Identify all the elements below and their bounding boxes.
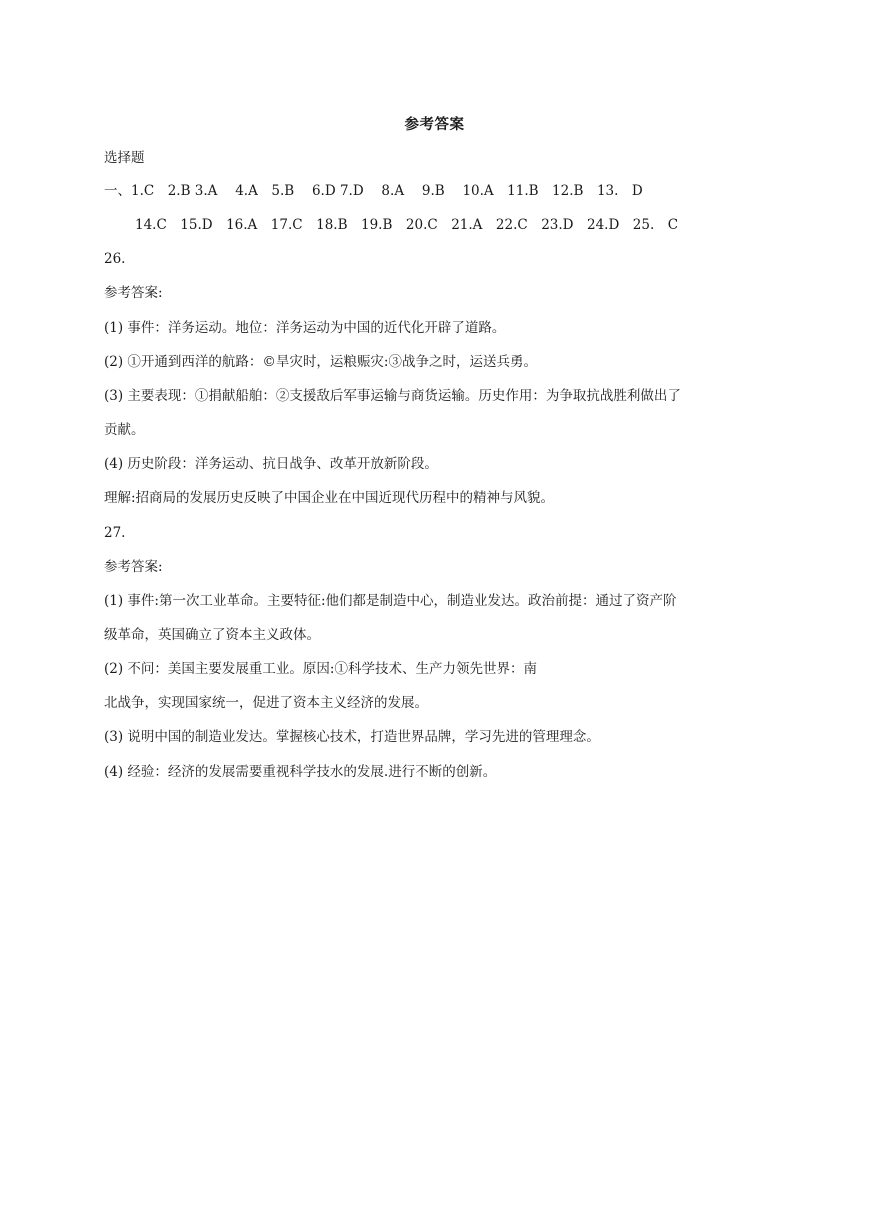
q26-part-3: (3) 主要表现：①捐献船舶：②支援敌后军事运输与商货运输。历史作用：为争取抗战胜利做出了 [104,388,681,404]
q27-part-2: (2) 不问：美国主要发展重工业。原因:①科学技术、生产力领先世界：南 [104,661,537,677]
q26-number: 26. [104,251,126,267]
mc-answers-row-1: 一、1.C 2.B 3.A 4.A 5.B 6.D 7.D 8.A 9.B 10.A 11.B 12.B 13. D [104,183,643,199]
q26-part-2: (2) ①开通到西洋的航路：©旱灾时，运粮赈灾:③战争之时，运送兵勇。 [104,354,537,370]
mc-answers-row-2: 14.C 15.D 16.A 17.C 18.B 19.B 20.C 21.A 22.C 23.D 24.D 25. C [135,217,679,233]
q27-part-1: (1) 事件:第一次工业革命。主要特征:他们都是制造中心，制造业发达。政治前提：通过了资产阶 [104,593,677,609]
q26-answer-label: 参考答案: [104,285,163,301]
section-heading: 选择题 [104,150,145,166]
q27-part-4: (4) 经验：经济的发展需要重视科学技水的发展.进行不断的创新。 [104,764,497,780]
q26-understanding: 理解:招商局的发展历史反映了中国企业在中国近现代历程中的精神与风貌。 [104,490,555,506]
q26-part-4: (4) 历史阶段：洋务运动、抗日战争、改革开放新阶段。 [104,456,438,472]
q27-number: 27. [104,525,126,541]
page-title: 参考答案 [404,117,465,133]
q27-part-3: (3) 说明中国的制造业发达。掌握核心技术，打造世界品牌，学习先进的管理理念。 [104,729,600,745]
q26-part-3-cont: 贡献。 [104,422,145,438]
q27-part-2-cont: 北战争，实现国家统一，促进了资本主义经济的发展。 [104,695,428,711]
q26-part-1: (1) 事件：洋务运动。地位：洋务运动为中国的近代化开辟了道路。 [104,320,506,336]
q27-part-1-cont: 级革命，英国确立了资本主义政体。 [104,627,320,643]
q27-answer-label: 参考答案: [104,559,163,575]
